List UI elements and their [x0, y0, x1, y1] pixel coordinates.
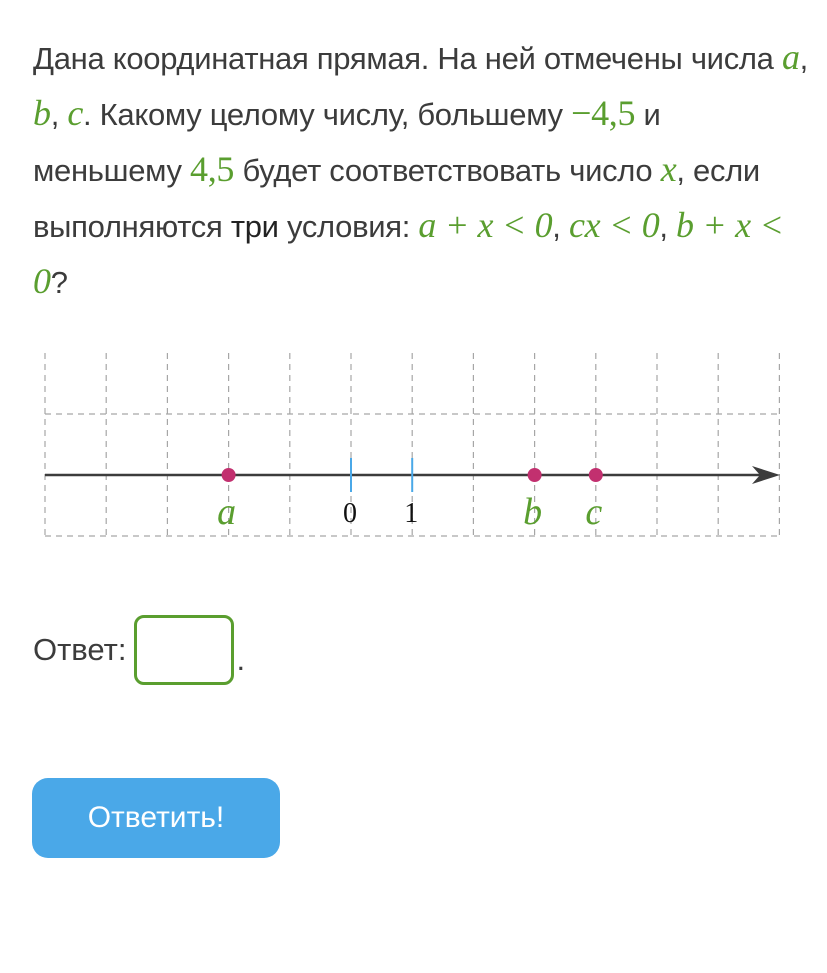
- point-label: b: [523, 491, 543, 533]
- question-fragment: . Какому целому числу, большему: [83, 97, 572, 132]
- question-fragment: ?: [50, 265, 68, 300]
- point-label: c: [585, 491, 603, 533]
- condition-1: a + x < 0: [418, 205, 553, 245]
- point-label: a: [217, 491, 237, 533]
- upper-bound: 4,5: [190, 149, 235, 189]
- answer-row: [33, 612, 245, 688]
- separator: ,: [50, 97, 68, 132]
- condition-3: b + x < 0: [33, 205, 784, 301]
- question-fragment: Дана координатная прямая. На ней отмечены числа: [33, 41, 782, 76]
- variable-c: c: [67, 93, 84, 133]
- question-text: [33, 30, 813, 310]
- number-line-figure: [40, 348, 785, 543]
- question-fragment: условия:: [278, 209, 419, 244]
- tick-label: 1: [404, 498, 419, 529]
- condition-2: cx < 0: [568, 205, 660, 245]
- answer-label: Ответ:: [33, 632, 127, 667]
- emphasized-word: три: [230, 209, 279, 244]
- variable-a: a: [781, 37, 800, 77]
- variable-b: b: [33, 93, 51, 133]
- answer-input[interactable]: [134, 615, 234, 685]
- separator: ,: [659, 209, 677, 244]
- number-line-ticks: [343, 458, 418, 529]
- separator: ,: [552, 209, 569, 244]
- variable-x: x: [660, 149, 677, 189]
- separator: ,: [799, 41, 808, 76]
- question-fragment: и меньшему: [33, 97, 661, 188]
- point-marker: [222, 468, 236, 482]
- lower-bound: −4,5: [571, 93, 636, 133]
- point-marker: [589, 468, 603, 482]
- question-fragment: , если выполняются: [33, 153, 760, 244]
- question-fragment: будет соответствовать число: [234, 153, 661, 188]
- point-marker: [528, 468, 542, 482]
- answer-period: .: [236, 642, 246, 677]
- submit-button[interactable]: Ответить!: [32, 778, 280, 858]
- tick-label: 0: [343, 498, 357, 529]
